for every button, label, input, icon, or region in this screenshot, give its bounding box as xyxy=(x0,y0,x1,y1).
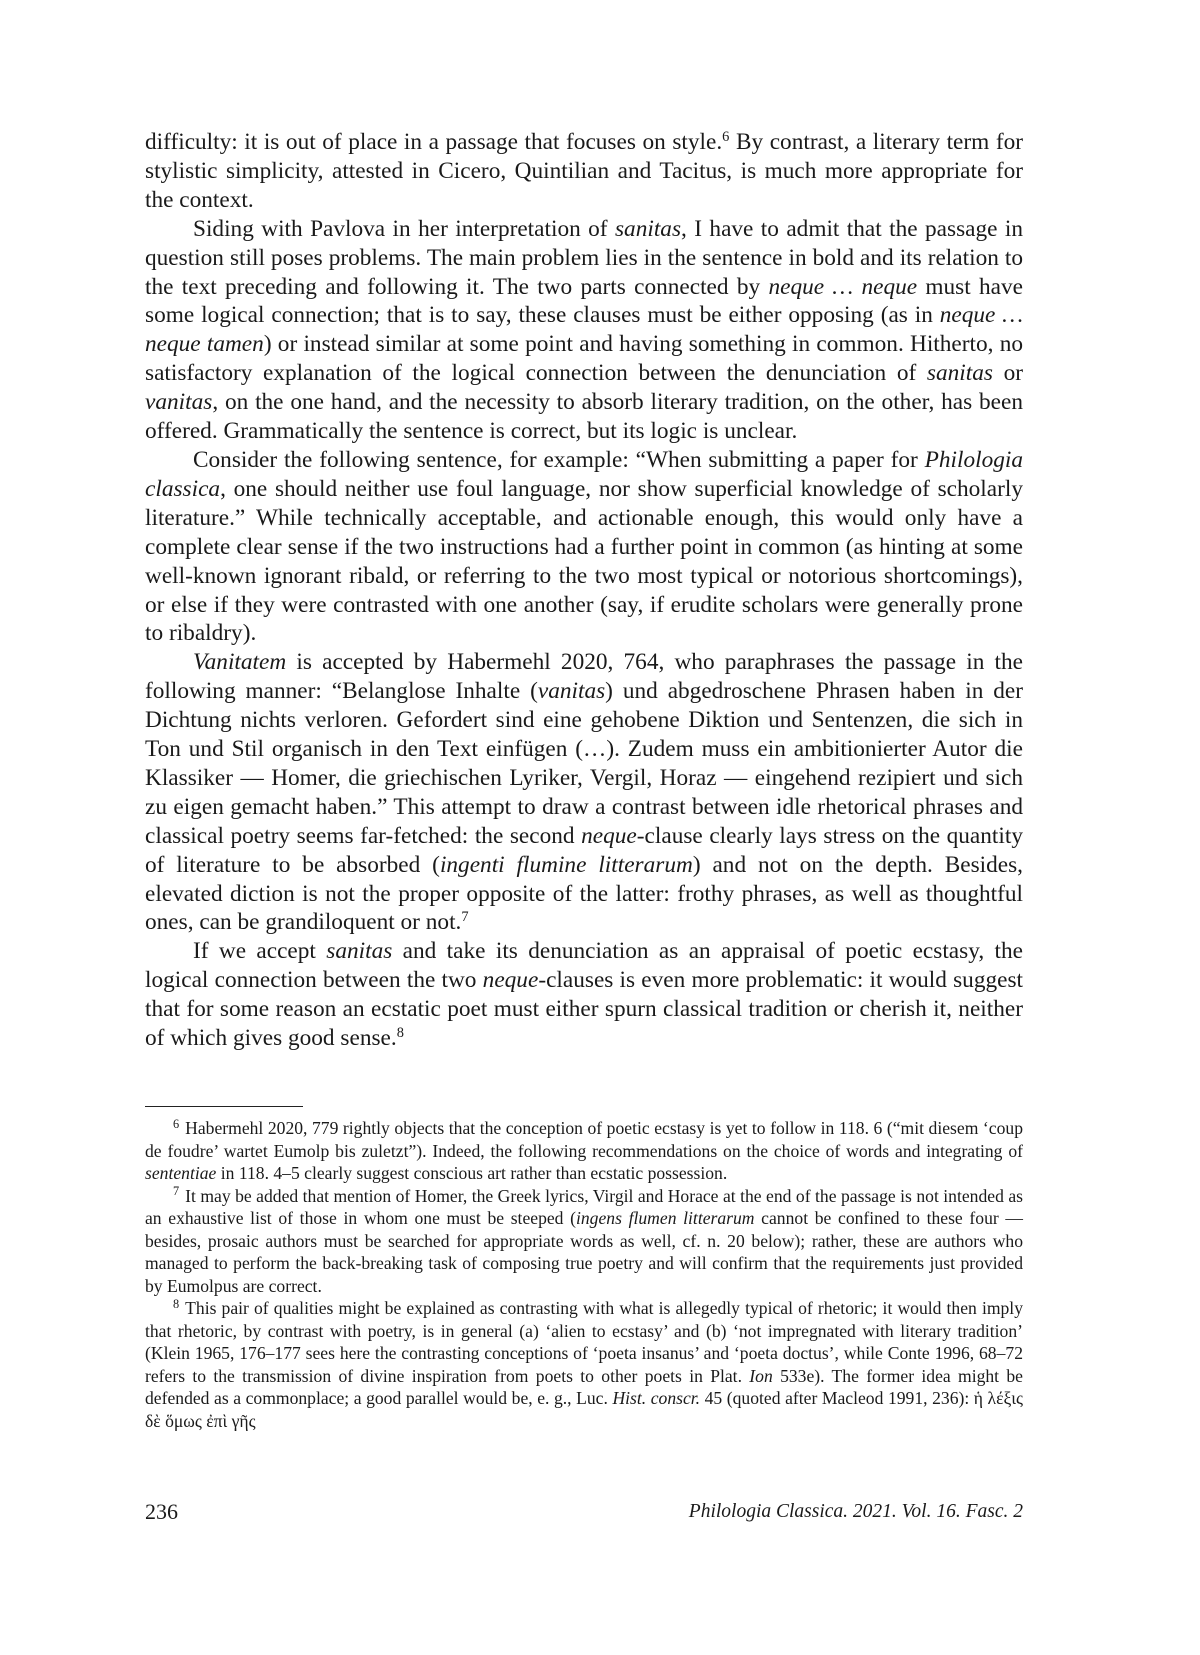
main-text xyxy=(145,128,1023,1053)
text-span: 533e). The former idea might be defended as a commonplace; a good parallel would be, e. g., Luc. xyxy=(145,1365,1023,1408)
text-span: It may be added that mention of Homer, the Greek lyrics, Virgil and Horace at the end of the passage is not intended as an exhaustive list of those in whom one must be steeped ( xyxy=(145,1185,1023,1228)
text-span: ) or instead similar at some point and having something in common. Hitherto, no satisfactory explanation of the logical connection between the denunciation of xyxy=(145,331,1024,387)
italic-term: sententiae xyxy=(145,1163,217,1183)
text-span: and take its denunciation as an appraisal of poetic ecstasy, the logical connection between the two xyxy=(145,938,1023,994)
paragraph-2 xyxy=(145,215,1023,446)
footnote-number: 6 xyxy=(173,1116,180,1131)
footnotes xyxy=(145,1117,1023,1432)
text-span: is accepted by Habermehl 2020, 764, who paraphrases the passage in the following manner: “Belanglose Inhalte ( xyxy=(145,649,1023,705)
italic-term: sanitas xyxy=(614,215,682,242)
text-span: Habermehl 2020, 779 rightly objects that the conception of poetic ecstasy is yet to follow in 118. 6 (“mit diesem ‘coup de foudre’ wartet Eumolp bis zuletzt”). Indeed, the following recommendations on the choice of words and integrating of xyxy=(145,1118,1023,1161)
text-span: -clauses is even more problematic: it would suggest that for some reason an ecstatic poet must either spurn classical tradition or cherish it, neither of which gives good sense. xyxy=(145,967,1024,1052)
footnote-7 xyxy=(145,1185,1023,1298)
footnote-separator xyxy=(145,1106,303,1107)
italic-term: sanitas xyxy=(326,938,393,965)
italic-term: neque … neque tamen xyxy=(145,302,1023,358)
footnote-6 xyxy=(145,1117,1023,1185)
italic-term: Vanitatem xyxy=(193,649,287,676)
text-span: , one should neither use foul language, nor show superficial knowledge of scholarly literature.” While technically acceptable, and actionable enough, this would only have a complete clear sense if the two instructions had a further point in common (as hinting at some well-known ignorant ribald, or referring to the two most typical or notorious shortcomings), or else if they were contrasted with one another (say, if erudite scholars were generally prone to ribaldry). xyxy=(145,475,1023,647)
italic-term: neque … neque xyxy=(768,273,918,300)
italic-term: Ion xyxy=(749,1365,773,1386)
footnote-number: 8 xyxy=(173,1296,180,1311)
footnote-ref-6[interactable]: 6 xyxy=(722,129,730,146)
paragraph-4 xyxy=(145,648,1023,937)
text-span: , I have to admit that the passage in question still poses problems. The main problem lies in the sentence in bold and its relation to the text preceding and following it. The two parts connected by xyxy=(145,215,1024,300)
italic-term: vanitas xyxy=(537,678,606,705)
italic-term: ingenti flumine litterarum xyxy=(439,851,693,878)
page-number: 236 xyxy=(145,1499,178,1524)
text-span: in 118. 4–5 clearly suggest conscious art rather than ecstatic possession. xyxy=(216,1163,728,1183)
text-span: Consider the following sentence, for example: “When submitting a paper for xyxy=(193,446,925,473)
running-title: Philologia Classica. 2021. Vol. 16. Fasc. 2 xyxy=(688,1501,1023,1522)
text-span: ) and not on the depth. Besides, elevated diction is not the proper opposite of the latter: frothy phrases, as well as thoughtful ones, can be grandiloquent or not. xyxy=(145,851,1024,936)
italic-term: Hist. conscr. xyxy=(612,1388,701,1408)
text-span: Siding with Pavlova in her interpretation of xyxy=(193,215,615,242)
italic-term: vanitas xyxy=(145,389,213,416)
footnote-ref-8[interactable]: 8 xyxy=(396,1025,404,1042)
footnote-number: 7 xyxy=(173,1184,180,1199)
text-span: difficulty: it is out of place in a passage that focuses on style. xyxy=(145,129,723,155)
text-span: -clause clearly lays stress on the quantity of literature to be absorbed ( xyxy=(145,822,1023,878)
italic-term: ingens flumen litterarum xyxy=(576,1208,755,1228)
text-span: ) und abgedroschene Phrasen haben in der Dichtung nichts verloren. Gefordert sind eine gehobene Diktion und Sentenzen, die sich in Ton und Stil organisch in den Text einfügen (…). Zudem muss ein ambitionierter Autor die Klassiker — Homer, die griechischen Lyriker, Vergil, Horaz — eingehend rezipiert und sich zu eigen gemacht haben.” This attempt to draw a contrast between idle rhetorical phrases and classical poetry seems far-fetched: the second xyxy=(145,678,1023,849)
footnote-ref-7[interactable]: 7 xyxy=(461,909,469,926)
italic-term: neque xyxy=(482,967,539,994)
text-span: This pair of qualities might be explained as contrasting with what is allegedly typical of rhetoric; it would then imply that rhetoric, by contrast with poetry, is in general (a) ‘alien to ecstasy’ and (b) ‘not impregnated with literary tradition’ (Klein 1965, 176–177 sees here the contrasting conceptions of ‘poeta insanus’ and ‘poeta doctus’, while Conte 1996, 68–72 refers to the transmission of divine inspiration from poets to other poets in Plat. xyxy=(145,1298,1023,1386)
italic-term: sanitas xyxy=(926,360,993,387)
text-span: or xyxy=(992,360,1023,387)
text-span: , on the one hand, and the necessity to absorb literary tradition, on the other, has been offered. Grammatically the sentence is correct, but its logic is unclear. xyxy=(145,389,1023,445)
text-span: By contrast, a literary term for stylistic simplicity, attested in Cicero, Quintilian and Tacitus, is much more appropriate for the context. xyxy=(145,129,1023,213)
text-span: must have some logical connection; that is to say, these clauses must be either opposing (as in xyxy=(145,273,1024,329)
paragraph-1 xyxy=(145,128,1023,215)
text-span: 45 (quoted after Macleod 1991, 236): ἡ λέξις δὲ ὅμως ἐπὶ γῆς xyxy=(145,1388,1024,1431)
footnote-8 xyxy=(145,1297,1023,1432)
paragraph-5 xyxy=(145,937,1023,1053)
paragraph-3 xyxy=(145,446,1023,648)
italic-term: neque xyxy=(581,822,637,849)
italic-term: Philologia classica xyxy=(145,446,1023,502)
text-span: If we accept xyxy=(193,938,327,965)
text-span: cannot be confined to these four — besides, prosaic authors must be searched for appropriate words as well, cf. n. 20 below); rather, these are authors who managed to perform the back-breaking task of composing true poetry and will confirm that the requirements just provided by Eumolpus are correct. xyxy=(145,1208,1023,1296)
